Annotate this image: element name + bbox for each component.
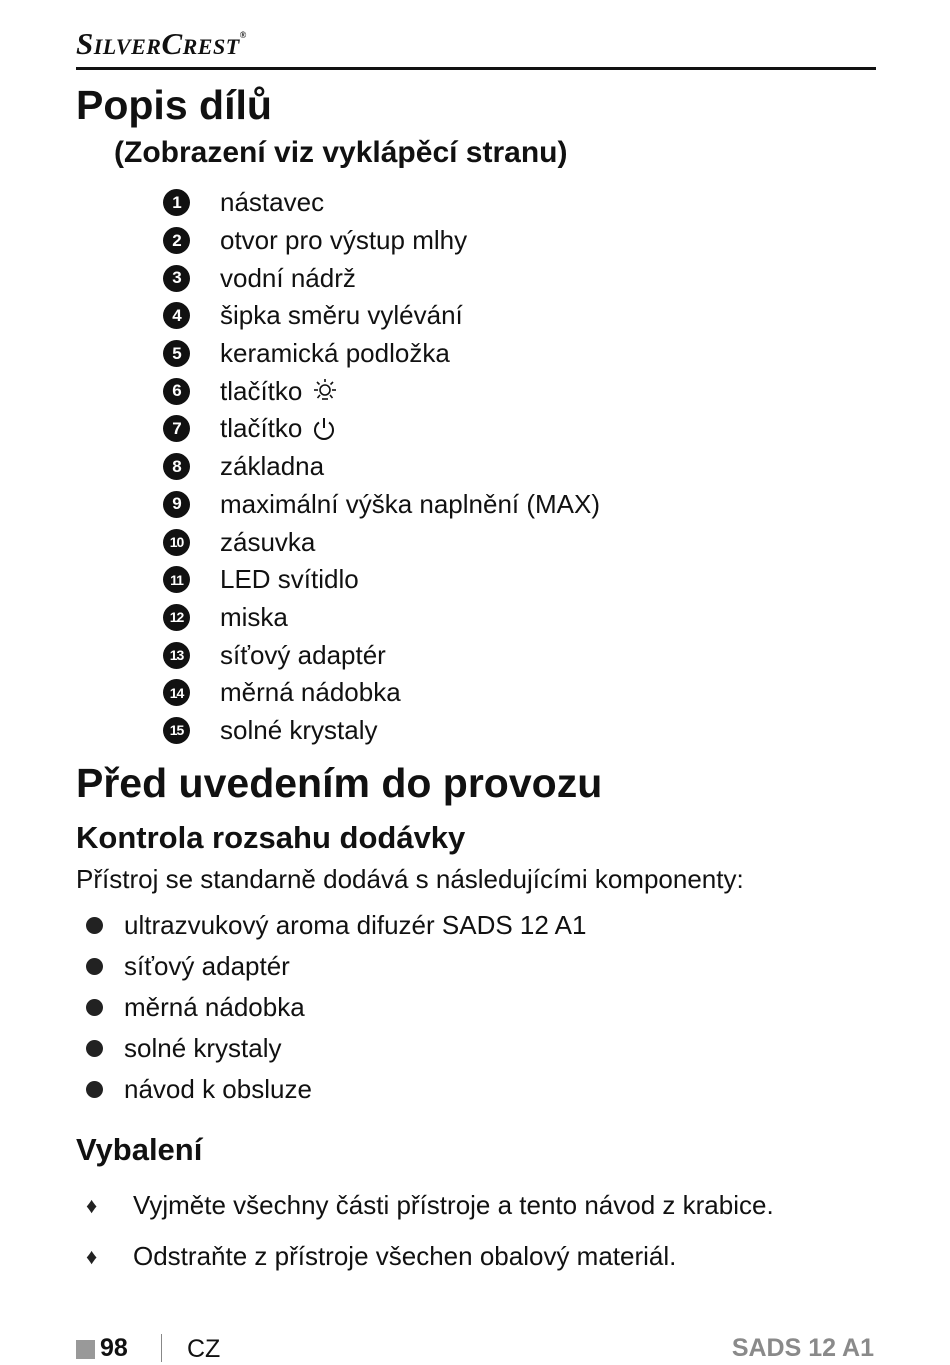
delivery-intro: Přístroj se standarně dodává s následujícími komponenty: bbox=[76, 864, 744, 894]
section-subtitle-delivery-check: Kontrola rozsahu dodávky bbox=[76, 820, 466, 855]
part-label-text: tlačítko bbox=[220, 413, 303, 444]
item-number: 2 bbox=[163, 227, 190, 254]
item-number: 12 bbox=[163, 604, 190, 631]
part-label: měrná nádobka bbox=[220, 677, 401, 708]
item-number: 8 bbox=[163, 453, 190, 480]
brand-logo: SilverCrest® bbox=[76, 26, 247, 61]
item-number: 11 bbox=[163, 566, 190, 593]
list-item bbox=[163, 335, 600, 373]
part-label: solné krystaly bbox=[220, 714, 378, 745]
footer-divider bbox=[161, 1334, 162, 1362]
list-item bbox=[163, 410, 600, 448]
item-number: 9 bbox=[163, 491, 190, 518]
part-label: základna bbox=[220, 451, 325, 482]
list-item bbox=[163, 486, 600, 524]
bullet-icon bbox=[86, 1040, 103, 1057]
item-number: 15 bbox=[163, 717, 190, 744]
diamond-icon: ♦ bbox=[86, 1243, 98, 1269]
section-title-parts: Popis dílů bbox=[76, 82, 272, 128]
list-item-text: síťový adaptér bbox=[124, 951, 290, 981]
part-label: keramická podložka bbox=[220, 338, 450, 369]
item-number: 10 bbox=[163, 529, 190, 556]
list-item-text: měrná nádobka bbox=[124, 992, 305, 1022]
list-item bbox=[163, 561, 600, 599]
part-label: maximální výška naplnění (MAX) bbox=[220, 488, 601, 519]
part-label bbox=[220, 376, 340, 407]
bullet-icon bbox=[86, 1081, 103, 1098]
part-label bbox=[220, 413, 338, 444]
list-item bbox=[86, 905, 586, 946]
step-text: Vyjměte všechny části přístroje a tento návod z krabice. bbox=[133, 1190, 774, 1220]
part-label: síťový adaptér bbox=[220, 639, 386, 670]
list-item bbox=[163, 259, 600, 297]
item-number: 5 bbox=[163, 340, 190, 367]
part-label: LED svítidlo bbox=[220, 564, 359, 595]
parts-list bbox=[163, 184, 600, 749]
item-number: 6 bbox=[163, 378, 190, 405]
list-item bbox=[86, 946, 586, 987]
bullet-icon bbox=[86, 999, 103, 1016]
part-label: šipka směru vylévání bbox=[220, 300, 463, 331]
diamond-icon: ♦ bbox=[86, 1192, 98, 1218]
step-text: Odstraňte z přístroje všechen obalový materiál. bbox=[133, 1241, 677, 1271]
part-label-text: tlačítko bbox=[220, 375, 303, 406]
item-number: 7 bbox=[163, 415, 190, 442]
list-item-text: návod k obsluze bbox=[124, 1074, 312, 1104]
item-number: 14 bbox=[163, 679, 190, 706]
list-item bbox=[163, 712, 600, 750]
part-label: nástavec bbox=[220, 187, 325, 218]
list-item bbox=[163, 184, 600, 222]
list-item bbox=[163, 372, 600, 410]
model-number: SADS 12 A1 bbox=[731, 1334, 874, 1362]
list-item bbox=[163, 599, 600, 637]
list-item bbox=[163, 297, 600, 335]
section-title-before-use: Před uvedením do provozu bbox=[76, 760, 603, 806]
part-label: miska bbox=[220, 601, 288, 632]
part-label: otvor pro výstup mlhy bbox=[220, 225, 468, 256]
footer-square-icon bbox=[76, 1340, 95, 1359]
header-rule bbox=[76, 67, 876, 70]
list-item bbox=[86, 1231, 774, 1282]
part-label: vodní nádrž bbox=[220, 262, 356, 293]
list-item bbox=[163, 222, 600, 260]
section-subtitle-parts: (Zobrazení viz vyklápěcí stranu) bbox=[114, 136, 568, 169]
unpacking-steps bbox=[86, 1180, 774, 1282]
list-item-text: solné krystaly bbox=[124, 1033, 282, 1063]
item-number: 4 bbox=[163, 302, 190, 329]
list-item bbox=[86, 1069, 586, 1110]
item-number: 1 bbox=[163, 189, 190, 216]
power-icon bbox=[310, 415, 338, 443]
list-item-text: ultrazvukový aroma difuzér SADS 12 A1 bbox=[124, 910, 587, 940]
list-item bbox=[86, 1180, 774, 1231]
list-item bbox=[163, 448, 600, 486]
language-code: CZ bbox=[187, 1335, 221, 1363]
bullet-icon bbox=[86, 917, 103, 934]
item-number: 3 bbox=[163, 265, 190, 292]
list-item bbox=[163, 523, 600, 561]
part-label: zásuvka bbox=[220, 526, 316, 557]
light-icon bbox=[310, 378, 340, 404]
list-item bbox=[86, 1028, 586, 1069]
section-title-unpacking: Vybalení bbox=[76, 1132, 203, 1167]
page-number: 98 bbox=[100, 1334, 128, 1362]
bullet-icon bbox=[86, 958, 103, 975]
delivery-list bbox=[86, 905, 586, 1110]
list-item bbox=[163, 636, 600, 674]
list-item bbox=[86, 987, 586, 1028]
list-item bbox=[163, 674, 600, 712]
item-number: 13 bbox=[163, 642, 190, 669]
